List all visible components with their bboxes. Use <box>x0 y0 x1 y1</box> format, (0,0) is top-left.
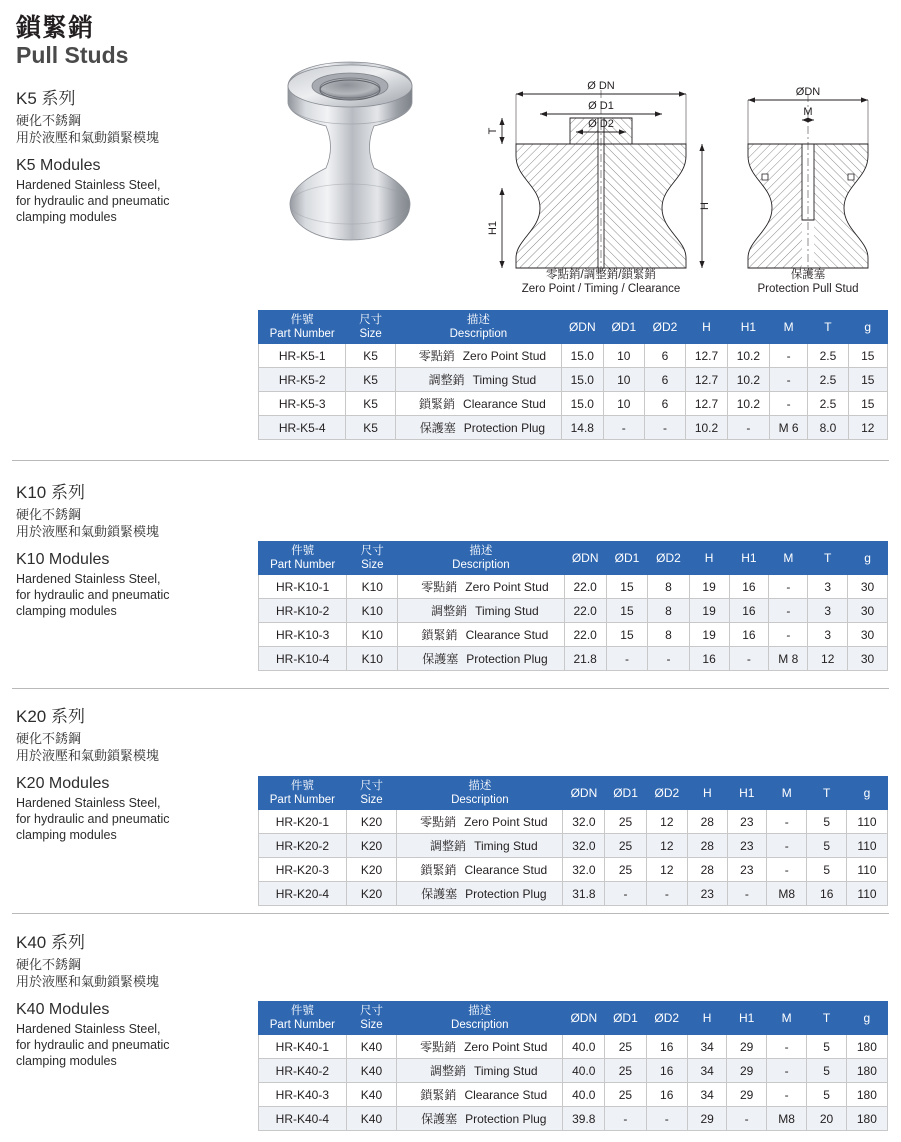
table-row <box>259 882 888 906</box>
cell-h: 12.7 <box>686 368 728 392</box>
cell-dn: 39.8 <box>563 1107 605 1131</box>
cell-g: 15 <box>848 368 887 392</box>
cell-m: M8 <box>766 1107 806 1131</box>
dim-label-d2: Ø D2 <box>588 118 614 130</box>
section-zh-sub1: 硬化不銹鋼 <box>16 113 82 128</box>
cell-dn: 22.0 <box>564 575 606 599</box>
section-divider <box>12 460 889 461</box>
cell-t: 3 <box>808 599 848 623</box>
cell-m: M 6 <box>769 416 808 440</box>
cell-size: K5 <box>346 392 396 416</box>
cell-d2: 16 <box>646 1083 687 1107</box>
col-h1: H1 <box>727 1002 767 1035</box>
dim-label-dn: Ø DN <box>587 80 615 92</box>
cell-d1: - <box>605 882 646 906</box>
section-zh-sub1: 硬化不銹鋼 <box>16 731 82 746</box>
col-m: M <box>767 777 807 810</box>
section-en-sub1: Hardened Stainless Steel, <box>16 1022 161 1036</box>
col-description: 描述 Description <box>397 1002 563 1035</box>
section-en-sub2: for hydraulic and pneumatic <box>16 1038 170 1052</box>
cell-g: 180 <box>846 1035 887 1059</box>
cell-d2: 12 <box>646 858 687 882</box>
spec-table-k40 <box>258 1001 888 1131</box>
table-header-row <box>259 777 888 810</box>
col-d2: ØD2 <box>648 542 689 575</box>
cell-t: 2.5 <box>808 368 848 392</box>
cell-d1: 25 <box>605 810 646 834</box>
col-g: g <box>846 1002 887 1035</box>
cell-g: 110 <box>846 810 887 834</box>
cell-m: - <box>769 575 808 599</box>
cell-m: - <box>769 368 808 392</box>
col-part-number: 件號 Part Number <box>259 1002 347 1035</box>
table-row <box>259 368 888 392</box>
dim-label-dn2: ØDN <box>795 86 821 98</box>
cell-g: 180 <box>846 1107 887 1131</box>
cell-size: K10 <box>347 599 398 623</box>
section-en-sub3: clamping modules <box>16 828 117 842</box>
cell-t: 3 <box>808 623 848 647</box>
cell-h1: - <box>729 647 769 671</box>
cell-h1: 10.2 <box>727 344 769 368</box>
cell-h: 28 <box>688 810 728 834</box>
cell-part-number: HR-K20-3 <box>259 858 347 882</box>
cell-h1: 29 <box>727 1035 767 1059</box>
cell-size: K10 <box>347 575 398 599</box>
cell-h1: 23 <box>727 834 767 858</box>
cell-h: 28 <box>688 834 728 858</box>
table-header-row <box>259 1002 888 1035</box>
cell-g: 30 <box>848 647 888 671</box>
dim-label-d1: Ø D1 <box>588 100 614 112</box>
cell-size: K20 <box>346 810 397 834</box>
drawing-caption-2-en: Protection Pull Stud <box>757 283 859 295</box>
section-label-k20 <box>16 702 246 843</box>
cell-d2: - <box>644 416 685 440</box>
dim-label-t: T <box>487 127 499 135</box>
cell-t: 16 <box>807 882 847 906</box>
col-d2: ØD2 <box>646 777 687 810</box>
col-h1: H1 <box>729 542 769 575</box>
cell-size: K10 <box>347 623 398 647</box>
cell-t: 5 <box>807 834 847 858</box>
cell-t: 5 <box>807 858 847 882</box>
cell-g: 110 <box>846 858 887 882</box>
cell-m: - <box>769 623 808 647</box>
table-row <box>259 858 888 882</box>
table-row <box>259 575 888 599</box>
cell-part-number: HR-K5-4 <box>259 416 346 440</box>
cell-h1: 23 <box>727 858 767 882</box>
table-row <box>259 623 888 647</box>
section-zh-head: K5 系列 <box>16 89 76 108</box>
drawing-caption-2-zh: 保護塞 <box>790 269 826 281</box>
section-zh-sub2: 用於液壓和氣動鎖緊模塊 <box>16 748 160 763</box>
cell-d1: 10 <box>603 392 644 416</box>
spec-table-k20 <box>258 776 888 906</box>
cell-h1: 29 <box>727 1083 767 1107</box>
col-description: 描述 Description <box>395 311 561 344</box>
col-d1: ØD1 <box>603 311 644 344</box>
cell-size: K20 <box>346 834 397 858</box>
col-h1: H1 <box>727 311 769 344</box>
cell-description: 調整銷 Timing Stud <box>395 368 561 392</box>
col-size: 尺寸 Size <box>346 311 396 344</box>
cell-h: 12.7 <box>686 344 728 368</box>
cell-g: 30 <box>848 623 888 647</box>
cell-size: K40 <box>346 1083 397 1107</box>
cell-g: 180 <box>846 1083 887 1107</box>
section-en-sub2: for hydraulic and pneumatic <box>16 194 170 208</box>
cell-d1: 15 <box>606 599 647 623</box>
col-t: T <box>808 542 848 575</box>
col-description: 描述 Description <box>397 777 563 810</box>
cell-d2: 8 <box>648 623 689 647</box>
cell-part-number: HR-K40-4 <box>259 1107 347 1131</box>
cell-d1: 25 <box>605 834 646 858</box>
col-size: 尺寸 Size <box>347 542 398 575</box>
section-en-head: K40 Modules <box>16 1001 110 1018</box>
cell-description: 零點銷 Zero Point Stud <box>397 810 563 834</box>
col-m: M <box>769 311 808 344</box>
cell-part-number: HR-K10-4 <box>259 647 347 671</box>
cell-description: 零點銷 Zero Point Stud <box>395 344 561 368</box>
table-row <box>259 1083 888 1107</box>
cell-h: 19 <box>689 623 729 647</box>
section-en-sub3: clamping modules <box>16 210 117 224</box>
col-d1: ØD1 <box>606 542 647 575</box>
col-g: g <box>846 777 887 810</box>
cell-t: 20 <box>807 1107 847 1131</box>
cell-m: M 8 <box>769 647 808 671</box>
page-title-en: Pull Studs <box>16 42 129 68</box>
col-m: M <box>766 1002 806 1035</box>
cell-d1: 10 <box>603 368 644 392</box>
section-view-protection-plug <box>748 94 868 280</box>
cell-h1: 10.2 <box>727 368 769 392</box>
cell-m: - <box>769 599 808 623</box>
cell-dn: 31.8 <box>563 882 605 906</box>
cell-dn: 40.0 <box>563 1035 605 1059</box>
section-divider <box>12 913 889 914</box>
cell-m: - <box>769 344 808 368</box>
cell-part-number: HR-K5-1 <box>259 344 346 368</box>
cell-t: 2.5 <box>808 392 848 416</box>
cell-size: K10 <box>347 647 398 671</box>
drawing-caption-2 <box>728 268 888 296</box>
cell-size: K5 <box>346 344 396 368</box>
cell-d1: - <box>606 647 647 671</box>
page-title-zh: 鎖緊銷 <box>16 14 95 42</box>
table-header-row <box>259 542 888 575</box>
cell-h: 28 <box>688 858 728 882</box>
cell-size: K20 <box>346 882 397 906</box>
cell-m: - <box>766 1083 806 1107</box>
cell-d2: 8 <box>648 575 689 599</box>
cell-d2: - <box>648 647 689 671</box>
section-en-head: K5 Modules <box>16 157 101 174</box>
cell-description: 零點銷 Zero Point Stud <box>397 1035 563 1059</box>
cell-m: M8 <box>767 882 807 906</box>
cell-m: - <box>767 834 807 858</box>
cell-h1: 23 <box>727 810 767 834</box>
dim-label-m: M <box>803 106 813 118</box>
cell-d2: 8 <box>648 599 689 623</box>
cell-d2: 12 <box>646 810 687 834</box>
cell-m: - <box>766 1035 806 1059</box>
section-en-sub1: Hardened Stainless Steel, <box>16 178 161 192</box>
col-g: g <box>848 542 888 575</box>
cell-dn: 14.8 <box>561 416 603 440</box>
cell-description: 調整銷 Timing Stud <box>398 599 564 623</box>
cell-dn: 15.0 <box>561 368 603 392</box>
cell-h: 34 <box>687 1059 727 1083</box>
col-dn: ØDN <box>563 777 605 810</box>
table-row <box>259 1107 888 1131</box>
dim-label-h1: H1 <box>487 220 499 236</box>
cell-g: 30 <box>848 599 888 623</box>
cell-part-number: HR-K40-2 <box>259 1059 347 1083</box>
section-divider <box>12 688 889 689</box>
cell-d2: 6 <box>644 344 685 368</box>
cell-size: K5 <box>346 368 396 392</box>
spec-table-k5 <box>258 310 888 440</box>
col-d1: ØD1 <box>605 1002 646 1035</box>
drawing-caption-1-zh: 零點銷/調整銷/鎖緊銷 <box>546 269 656 281</box>
col-part-number: 件號 Part Number <box>259 311 346 344</box>
cell-h1: - <box>727 416 769 440</box>
col-t: T <box>808 311 848 344</box>
cell-dn: 32.0 <box>563 834 605 858</box>
cell-d2: 16 <box>646 1059 687 1083</box>
cell-g: 30 <box>848 575 888 599</box>
col-description: 描述 Description <box>398 542 564 575</box>
cell-dn: 40.0 <box>563 1083 605 1107</box>
dim-label-h: H <box>699 202 711 210</box>
cell-part-number: HR-K10-3 <box>259 623 347 647</box>
cell-d2: 12 <box>646 834 687 858</box>
col-m: M <box>769 542 808 575</box>
cell-d2: - <box>646 882 687 906</box>
section-en-head: K10 Modules <box>16 551 110 568</box>
cell-part-number: HR-K40-1 <box>259 1035 347 1059</box>
cell-part-number: HR-K10-1 <box>259 575 347 599</box>
cell-dn: 15.0 <box>561 344 603 368</box>
table-row <box>259 416 888 440</box>
col-dn: ØDN <box>561 311 603 344</box>
cell-part-number: HR-K20-1 <box>259 810 347 834</box>
cell-description: 零點銷 Zero Point Stud <box>398 575 564 599</box>
table-row <box>259 344 888 368</box>
section-zh-head: K10 系列 <box>16 483 85 502</box>
section-zh-sub1: 硬化不銹鋼 <box>16 507 82 522</box>
table-header-row <box>259 311 888 344</box>
col-size: 尺寸 Size <box>346 1002 397 1035</box>
cell-g: 12 <box>848 416 887 440</box>
col-part-number: 件號 Part Number <box>259 777 347 810</box>
cell-description: 鎖緊銷 Clearance Stud <box>395 392 561 416</box>
col-t: T <box>807 777 847 810</box>
cell-size: K40 <box>346 1035 397 1059</box>
cell-h: 29 <box>687 1107 727 1131</box>
table-row <box>259 647 888 671</box>
cell-size: K40 <box>346 1059 397 1083</box>
cell-d2: 16 <box>646 1035 687 1059</box>
cell-size: K5 <box>346 416 396 440</box>
section-zh-head: K40 系列 <box>16 933 85 952</box>
col-h: H <box>689 542 729 575</box>
cell-part-number: HR-K5-3 <box>259 392 346 416</box>
section-en-sub2: for hydraulic and pneumatic <box>16 588 170 602</box>
cell-description: 保護塞 Protection Plug <box>397 882 563 906</box>
col-h: H <box>687 1002 727 1035</box>
cell-m: - <box>767 810 807 834</box>
drawing-caption-1 <box>506 268 696 296</box>
cell-g: 15 <box>848 392 887 416</box>
cell-h1: 16 <box>729 575 769 599</box>
section-en-sub1: Hardened Stainless Steel, <box>16 572 161 586</box>
section-zh-head: K20 系列 <box>16 707 85 726</box>
cell-d2: 6 <box>644 392 685 416</box>
section-en-sub1: Hardened Stainless Steel, <box>16 796 161 810</box>
cell-g: 110 <box>846 882 887 906</box>
cell-h1: - <box>727 1107 767 1131</box>
cell-d1: 25 <box>605 1083 646 1107</box>
cell-h: 10.2 <box>686 416 728 440</box>
cell-t: 2.5 <box>808 344 848 368</box>
section-zh-sub2: 用於液壓和氣動鎖緊模塊 <box>16 130 160 145</box>
cell-t: 5 <box>807 1059 847 1083</box>
cell-d1: - <box>605 1107 646 1131</box>
col-part-number: 件號 Part Number <box>259 542 347 575</box>
cell-description: 鎖緊銷 Clearance Stud <box>397 858 563 882</box>
cell-h1: 16 <box>729 623 769 647</box>
section-en-sub3: clamping modules <box>16 604 117 618</box>
section-en-sub2: for hydraulic and pneumatic <box>16 812 170 826</box>
table-row <box>259 1035 888 1059</box>
table-row <box>259 392 888 416</box>
table-row <box>259 834 888 858</box>
cell-d1: 25 <box>605 1059 646 1083</box>
cell-d1: 25 <box>605 1035 646 1059</box>
section-zh-sub2: 用於液壓和氣動鎖緊模塊 <box>16 974 160 989</box>
col-d1: ØD1 <box>605 777 646 810</box>
cell-m: - <box>766 1059 806 1083</box>
cell-description: 鎖緊銷 Clearance Stud <box>398 623 564 647</box>
cell-g: 180 <box>846 1059 887 1083</box>
col-h1: H1 <box>727 777 767 810</box>
cell-description: 調整銷 Timing Stud <box>397 1059 563 1083</box>
cell-t: 3 <box>808 575 848 599</box>
section-label-k10 <box>16 478 246 619</box>
cell-dn: 21.8 <box>564 647 606 671</box>
table-row <box>259 810 888 834</box>
cell-h1: 10.2 <box>727 392 769 416</box>
cell-part-number: HR-K5-2 <box>259 368 346 392</box>
cell-dn: 15.0 <box>561 392 603 416</box>
cell-d1: 10 <box>603 344 644 368</box>
cell-d2: - <box>646 1107 687 1131</box>
cell-m: - <box>769 392 808 416</box>
cell-h: 34 <box>687 1035 727 1059</box>
col-d2: ØD2 <box>644 311 685 344</box>
cell-h: 34 <box>687 1083 727 1107</box>
cell-h1: 16 <box>729 599 769 623</box>
cell-t: 5 <box>807 1035 847 1059</box>
cell-t: 5 <box>807 810 847 834</box>
section-zh-sub1: 硬化不銹鋼 <box>16 957 82 972</box>
cell-d2: 6 <box>644 368 685 392</box>
cell-description: 保護塞 Protection Plug <box>398 647 564 671</box>
table-row <box>259 599 888 623</box>
cell-part-number: HR-K20-4 <box>259 882 347 906</box>
product-drawing-area <box>250 28 890 298</box>
cell-h: 19 <box>689 599 729 623</box>
drawing-caption-1-en: Zero Point / Timing / Clearance <box>521 283 681 295</box>
section-en-sub3: clamping modules <box>16 1054 117 1068</box>
col-dn: ØDN <box>564 542 606 575</box>
cell-d1: 15 <box>606 575 647 599</box>
table-row <box>259 1059 888 1083</box>
cell-h1: - <box>727 882 767 906</box>
cell-g: 15 <box>848 344 887 368</box>
cell-size: K20 <box>346 858 397 882</box>
col-g: g <box>848 311 887 344</box>
cell-part-number: HR-K40-3 <box>259 1083 347 1107</box>
col-h: H <box>688 777 728 810</box>
cell-h: 23 <box>688 882 728 906</box>
cell-h: 19 <box>689 575 729 599</box>
cell-g: 110 <box>846 834 887 858</box>
cell-description: 調整銷 Timing Stud <box>397 834 563 858</box>
cell-dn: 22.0 <box>564 599 606 623</box>
cell-dn: 22.0 <box>564 623 606 647</box>
col-h: H <box>686 311 728 344</box>
cell-part-number: HR-K20-2 <box>259 834 347 858</box>
cell-description: 保護塞 Protection Plug <box>397 1107 563 1131</box>
cell-dn: 40.0 <box>563 1059 605 1083</box>
cell-t: 5 <box>807 1083 847 1107</box>
cell-size: K40 <box>346 1107 397 1131</box>
cell-dn: 32.0 <box>563 858 605 882</box>
cell-dn: 32.0 <box>563 810 605 834</box>
cell-t: 12 <box>808 647 848 671</box>
col-d2: ØD2 <box>646 1002 687 1035</box>
section-label-k5 <box>16 84 246 225</box>
cell-h: 12.7 <box>686 392 728 416</box>
cell-d1: - <box>603 416 644 440</box>
section-label-k40 <box>16 928 246 1069</box>
cell-d1: 25 <box>605 858 646 882</box>
cell-h: 16 <box>689 647 729 671</box>
section-en-head: K20 Modules <box>16 775 110 792</box>
cell-m: - <box>767 858 807 882</box>
cell-h1: 29 <box>727 1059 767 1083</box>
section-zh-sub2: 用於液壓和氣動鎖緊模塊 <box>16 524 160 539</box>
col-size: 尺寸 Size <box>346 777 397 810</box>
cell-d1: 15 <box>606 623 647 647</box>
col-t: T <box>807 1002 847 1035</box>
cell-description: 鎖緊銷 Clearance Stud <box>397 1083 563 1107</box>
pull-stud-photo <box>288 62 412 240</box>
col-dn: ØDN <box>563 1002 605 1035</box>
spec-table-k10 <box>258 541 888 671</box>
technical-drawing-svg <box>250 28 890 298</box>
cell-t: 8.0 <box>808 416 848 440</box>
cell-part-number: HR-K10-2 <box>259 599 347 623</box>
cell-description: 保護塞 Protection Plug <box>395 416 561 440</box>
